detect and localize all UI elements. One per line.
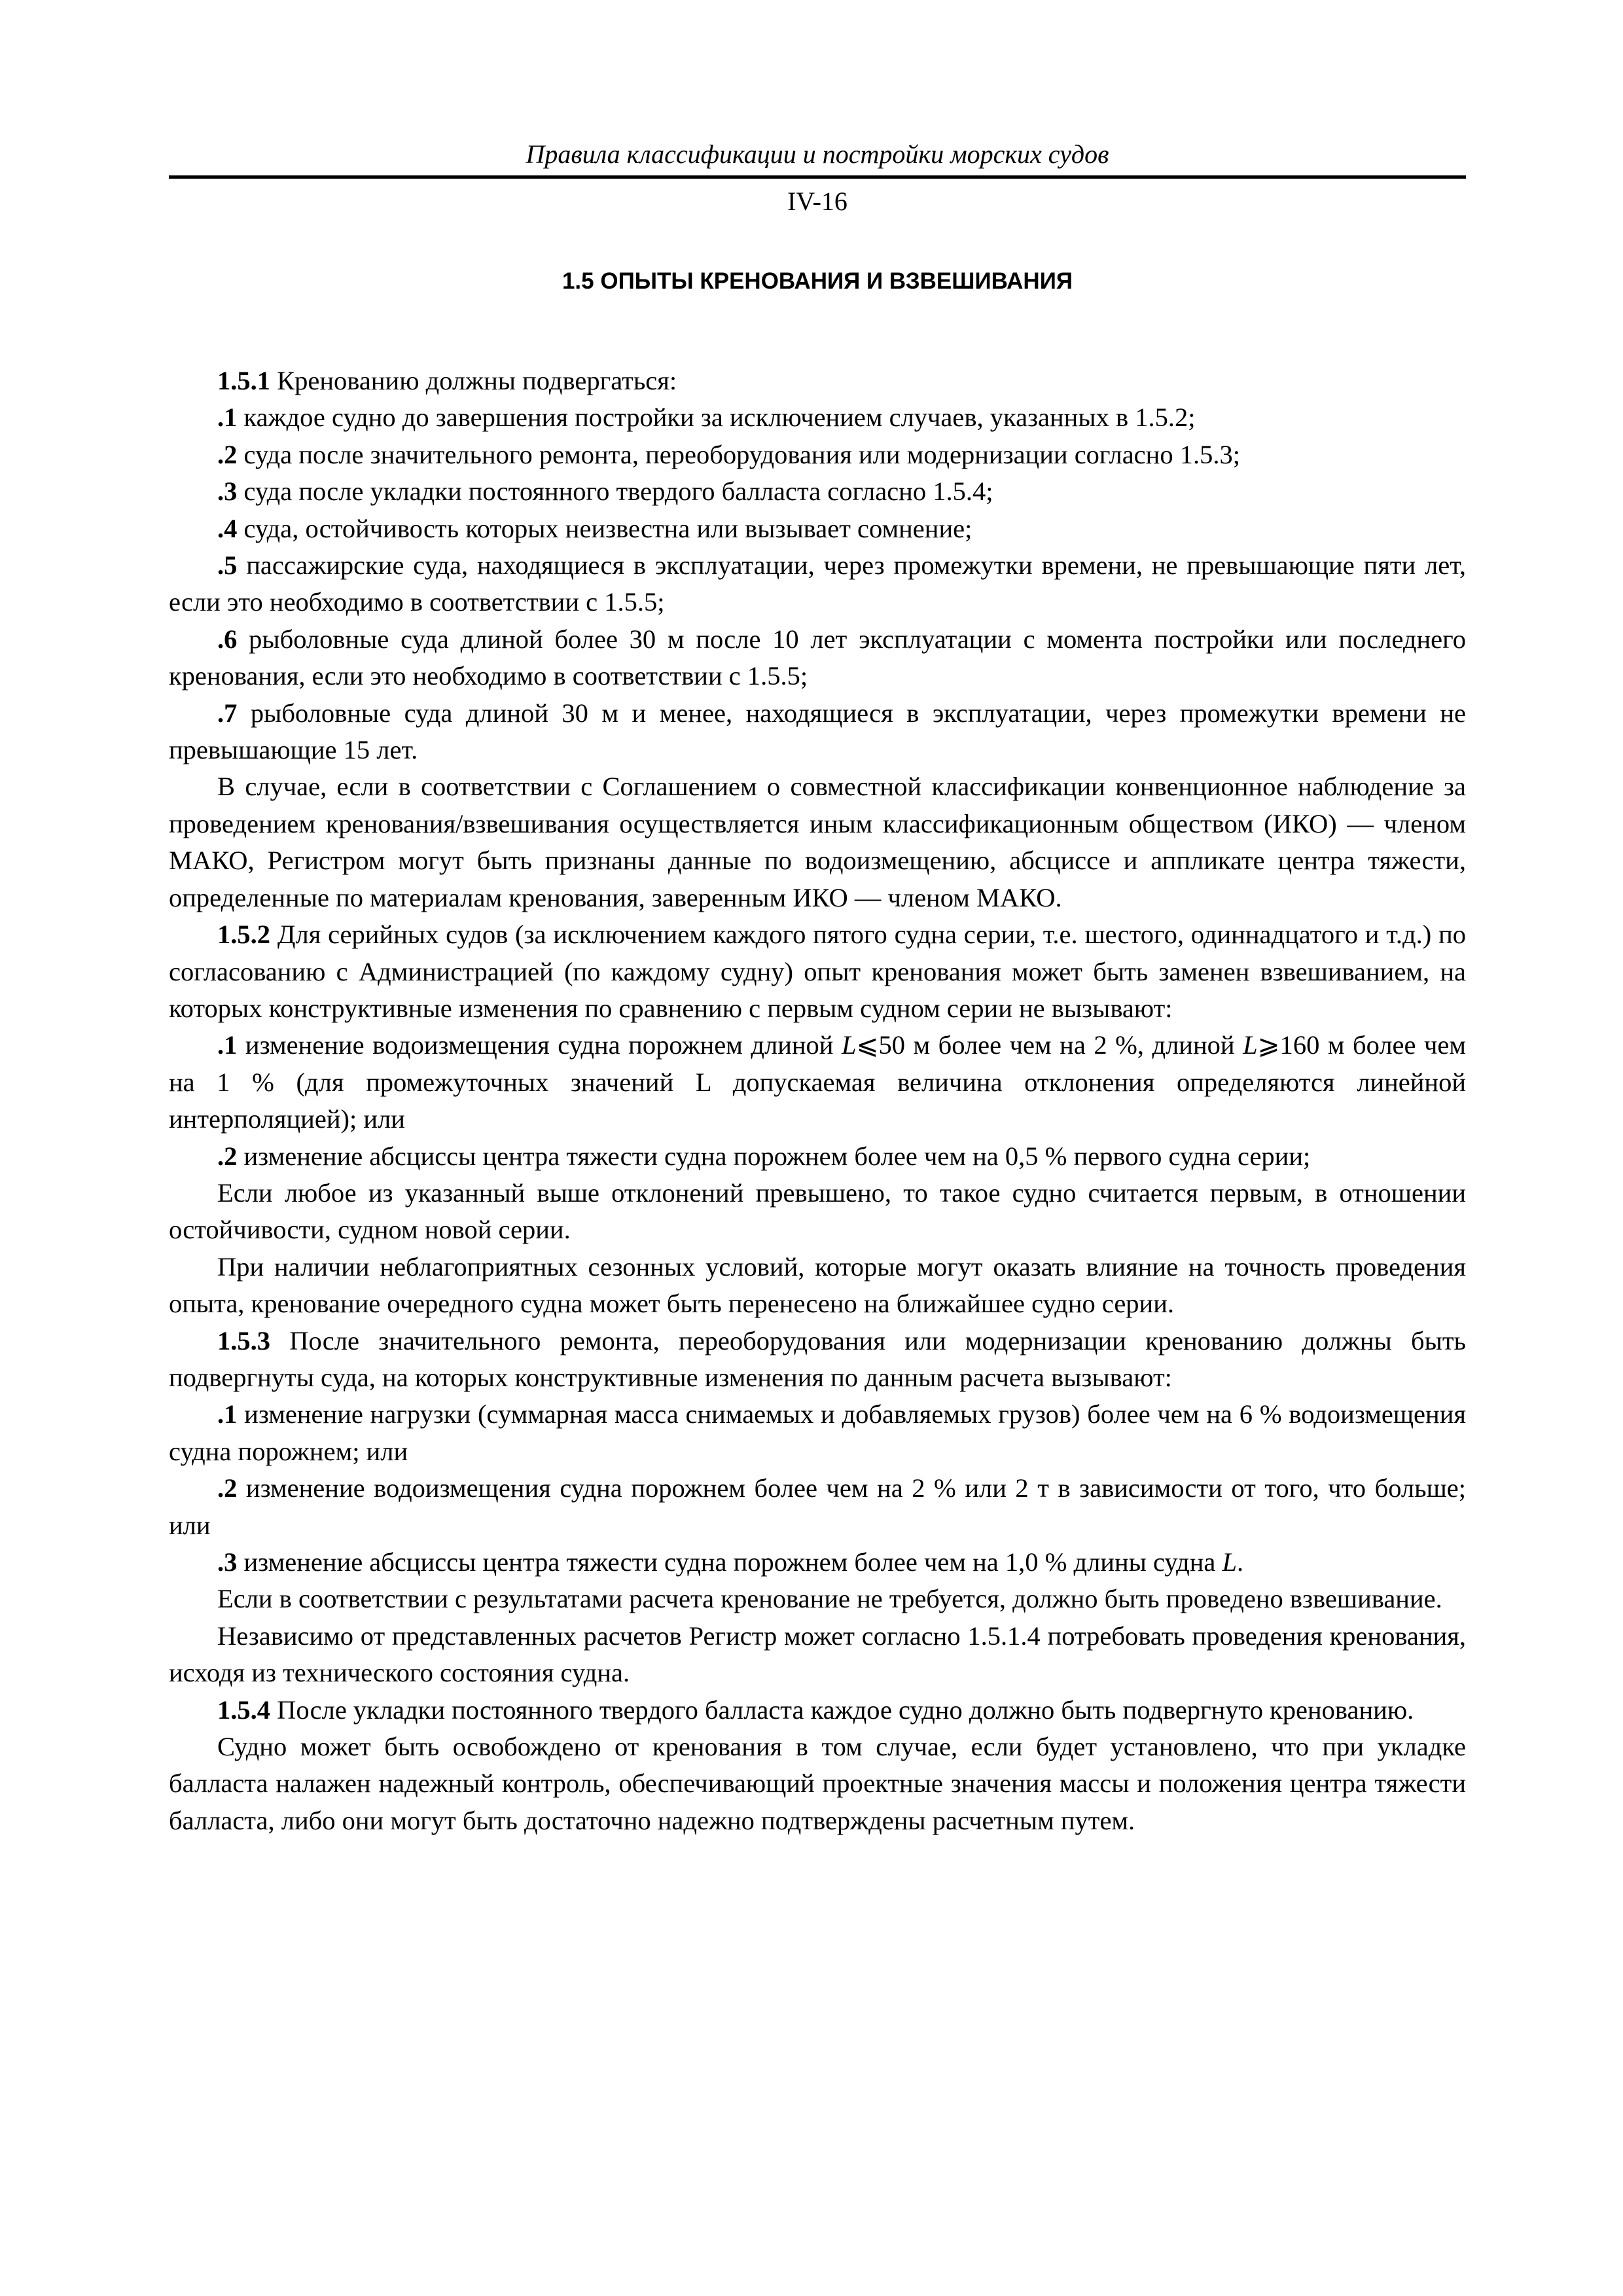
math-variable: L — [1243, 1030, 1258, 1060]
paragraph-note: Если любое из указанный выше отклонений превышено, то такое судно считается первым, в отношении остойчивости, судном новой серии. — [169, 1177, 1466, 1245]
item-text: изменение абсциссы центра тяжести судна порожнем более чем на 0,5 % первого судна серии; — [237, 1141, 1311, 1171]
item-text: ⩾160 м более чем на 1 % (для промежуточных значений L допускаемая величина отклонения определяются линейной интерполяцией); или — [169, 1030, 1466, 1134]
list-item — [169, 695, 1466, 769]
list-item — [169, 621, 1466, 695]
clause-text: Для серийных судов (за исключением каждого пятого судна серии, т.е. шестого, одиннадцатого и т.д.) по согласованию с Администрацией (по каждому судну) опыт кренования может быть заменен взвешиванием, на которых конструктивные изменения по сравнению с первым судном серии не вызывают: — [169, 920, 1466, 1023]
list-item — [169, 1027, 1466, 1138]
item-number: .4 — [217, 513, 238, 543]
item-number: .5 — [217, 550, 238, 581]
item-number: .3 — [217, 1547, 238, 1577]
section-heading: 1.5 ОПЫТЫ КРЕНОВАНИЯ И ВЗВЕШИВАНИЯ — [562, 268, 1073, 294]
header-rule — [169, 175, 1466, 179]
list-item — [169, 1544, 1466, 1581]
clause-text: После значительного ремонта, переоборудования или модернизации кренованию должны быть подвергнуты суда, на которых конструктивные изменения по данным расчета вызывают: — [169, 1325, 1466, 1392]
paragraph-1-5-2 — [169, 916, 1466, 1027]
paragraph-note: Если в соответствии с результатами расчета кренование не требуется, должно быть проведено взвешивание. — [217, 1584, 1442, 1614]
item-number: .2 — [217, 439, 238, 469]
math-variable: L — [842, 1030, 857, 1060]
running-title: Правила классификации и постройки морских судов — [526, 139, 1109, 169]
item-number: .1 — [217, 1030, 238, 1060]
item-number: .3 — [217, 476, 238, 507]
page-number: IV-16 — [787, 187, 847, 216]
paragraph-1-5-1 — [169, 363, 1466, 399]
list-item — [169, 1396, 1466, 1470]
item-number: .2 — [217, 1141, 238, 1171]
body-text — [169, 363, 1466, 1839]
list-item — [169, 473, 1466, 510]
clause-number: 1.5.1 — [217, 366, 270, 395]
item-text: изменение нагрузки (суммарная масса снимаемых и добавляемых грузов) более чем на 6 % водоизмещения судна порожнем; или — [169, 1399, 1466, 1466]
clause-number: 1.5.2 — [217, 920, 270, 950]
paragraph-note: Судно может быть освобождено от кренования в том случае, если будет установлено, что при укладке балласта налажен надежный контроль, обеспечивающий проектные значения массы и положения центра тяжести балласта, либо они могут быть достаточно надежно подтверждены расчетным путем. — [169, 1732, 1466, 1835]
item-text: изменение абсциссы центра тяжести судна порожнем более чем на 1,0 % длины судна — [237, 1547, 1222, 1577]
item-text: . — [1237, 1547, 1244, 1577]
list-item — [169, 437, 1466, 473]
math-variable: L — [1222, 1547, 1238, 1577]
list-item — [169, 1138, 1466, 1175]
item-text: рыболовные суда длиной более 30 м после 10 лет эксплуатации с момента постройки или последнего кренования, если это необходимо в соответствии с 1.5.5; — [169, 624, 1466, 691]
item-number: .1 — [217, 403, 238, 433]
paragraph-note: При наличии неблагоприятных сезонных условий, которые могут оказать влияние на точность проведения опыта, кренование очередного судна может быть перенесено на ближайшее судно серии. — [169, 1251, 1466, 1319]
item-text: суда после значительного ремонта, переоборудования или модернизации согласно 1.5.3; — [237, 439, 1240, 469]
paragraph-1-5-4 — [169, 1692, 1466, 1729]
clause-number: 1.5.4 — [217, 1695, 270, 1725]
item-text: изменение водоизмещения судна порожнем длиной — [237, 1030, 842, 1060]
paragraph-1-5-3 — [169, 1323, 1466, 1397]
item-text: рыболовные суда длиной 30 м и менее, находящиеся в эксплуатации, через промежутки времени не превышающие 15 лет. — [169, 698, 1466, 765]
list-item — [169, 399, 1466, 436]
item-text: изменение водоизмещения судна порожнем более чем на 2 % или 2 т в зависимости от того, что больше; или — [169, 1473, 1466, 1540]
item-text: суда, остойчивость которых неизвестна или вызывает сомнение; — [237, 513, 972, 543]
paragraph-note: Независимо от представленных расчетов Регистр может согласно 1.5.1.4 потребовать проведения кренования, исходя из технического состояния судна. — [169, 1621, 1466, 1688]
item-text: суда после укладки постоянного твердого балласта согласно 1.5.4; — [237, 476, 993, 507]
list-item — [169, 547, 1466, 621]
item-number: .2 — [217, 1473, 238, 1503]
item-number: .7 — [217, 698, 238, 728]
list-item — [169, 511, 1466, 547]
item-number: .1 — [217, 1399, 238, 1429]
item-number: .6 — [217, 624, 238, 654]
paragraph-iko: В случае, если в соответствии с Соглашением о совместной классификации конвенционное наблюдение за проведением кренования/взвешивания осуществляется иным классификационным обществом (ИКО) — членом МАКО, Регистром могут быть признаны данные по водоизмещению, абсциссе и аппликате центра тяжести, определенные по материалам кренования, заверенным ИКО — членом МАКО. — [169, 772, 1466, 912]
item-text: ⩽50 м более чем на 2 %, длиной — [856, 1030, 1243, 1060]
list-item — [169, 1470, 1466, 1544]
item-text: каждое судно до завершения постройки за исключением случаев, указанных в 1.5.2; — [237, 403, 1196, 433]
clause-text: Кренованию должны подвергаться: — [270, 366, 677, 395]
item-text: пассажирские суда, находящиеся в эксплуатации, через промежутки времени, не превышающие пяти лет, если это необходимо в соответствии с 1.5.5; — [169, 550, 1466, 617]
clause-text: После укладки постоянного твердого балласта каждое судно должно быть подвергнуто кренованию. — [270, 1695, 1414, 1725]
clause-number: 1.5.3 — [217, 1325, 270, 1355]
